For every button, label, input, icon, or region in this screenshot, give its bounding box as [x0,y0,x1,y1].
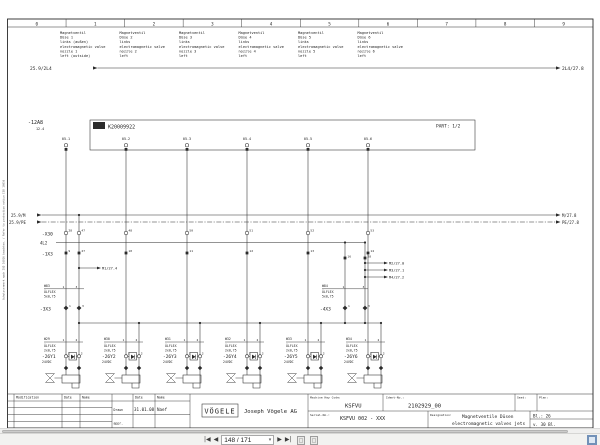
cable-pin: 2 [317,337,320,342]
controller-pins [62,137,372,151]
cable-pin: 1 [243,337,246,342]
cable-spec: ÖLFLEX [44,290,56,294]
plan-label: Plan: [539,395,549,400]
pin-label: 05-6 [363,137,373,141]
block-text: Magnetventil [119,31,146,35]
pin-superscript: 2 [382,351,385,356]
controller-sheet-ref: 12.4 [36,127,45,131]
connector-pin: 3 [368,303,370,308]
block-text: links [357,40,369,45]
designation-en: electromagnetic valves jets [452,422,526,427]
titleblock-header: Modification [16,395,40,400]
block-text: Düse 3 [179,35,192,40]
supply-wires [66,151,368,375]
cable-pin: 1 [304,337,307,342]
valve-ref: -26Y5 [284,355,298,361]
controller-part-number: K20009922 [108,124,136,131]
connector-3x3 [40,304,84,313]
cable-name: W30 [104,337,110,341]
terminal-pin: 9 [68,249,71,253]
ruler-number: 0 [35,21,39,27]
pin-superscript: 2 [80,351,83,356]
bus-4l2 [40,241,366,246]
connector-pin: 1 [348,303,350,308]
pin-superscript: 1 [67,351,70,356]
machine-key-label: Machine Key Code: [310,395,341,400]
valve-ref: -26Y3 [163,355,177,361]
sheet-number: Bl.: 26 [533,413,551,419]
valve-unit-26y5 [284,337,325,388]
cable-pin: 2 [135,337,138,342]
cable-core: 5x0,75 [322,294,334,299]
bus-m [11,213,577,218]
block-text: Düse 2 [119,35,133,40]
pin-superscript: 2 [201,351,204,356]
pin-superscript: 2 [322,351,325,356]
cable-pin: 3 [362,284,365,289]
block-text: Düse 4 [238,35,252,40]
drawn-name: Naef [157,407,168,412]
designation-label: Designation: [430,413,452,417]
machine-key-value: KSFVU [345,403,362,410]
connector-pin: 1 [69,303,71,308]
cable-name: W34 [346,337,352,341]
cable-pin: 1 [122,337,125,342]
cable-core: 2x0,75 [346,348,358,353]
terminal-pin: 27 [81,249,86,253]
voegele-logo: VÖGELE [204,407,236,416]
valve-voltage: 24VDC [284,360,294,364]
cable-spec: ÖLFLEX [225,343,237,348]
block-text: links [179,40,190,45]
reference-label: M2/27.0 [389,261,405,266]
valve-voltage: 24VDC [42,360,52,364]
cable-pin: 1 [342,284,345,289]
page-navigation [204,434,318,445]
single-page-view-icon[interactable] [297,436,305,445]
titleblock-header: Name [82,395,90,400]
drawn-date: 31.01.08 [134,407,155,412]
pin-label: 05-3 [182,137,192,141]
terminal-pin: 28 [367,254,372,259]
sheet-total: v. 30 Bl. [533,422,556,427]
cable-name: W31 [165,337,171,341]
page-number-input[interactable] [221,435,274,445]
pin-label: 05-5 [303,137,313,141]
bus-ref-right: 2L4/27.8 [562,67,584,72]
pane-toggle-icon[interactable] [587,435,597,445]
return-collector-line [78,322,382,324]
bus-ref-left: 25.9/PE [9,220,26,226]
pin-superscript: 1 [369,351,372,356]
terminal-pin: 16 [347,254,352,259]
block-text: links [119,40,131,45]
reference-label: M1/27.4 [102,266,118,271]
block-text: Magnetventil [60,31,86,35]
block-text: left [298,54,307,58]
terminal-pin: 14 [370,249,375,253]
valve-unit-26y6 [344,337,385,388]
cable-pin: 1 [62,284,65,289]
pin-label: 05-2 [121,137,131,141]
ruler-number: 9 [562,21,565,27]
titleblock-header: Name [157,395,165,400]
valve-unit-26y4 [223,337,264,388]
bus-2l4 [30,66,584,72]
cable-core: 2x0,75 [225,348,237,353]
controller-box [28,120,475,151]
block-text: left [238,54,248,58]
valve-unit-26y3 [163,337,204,388]
pin-label: 05-4 [242,137,252,141]
terminal-strip-1x3 [42,249,374,258]
cable-spec: ÖLFLEX [44,343,56,348]
pin-superscript: 1 [248,351,251,356]
last-page-button[interactable]: ▶| [284,436,292,443]
cable-core: 2x0,75 [286,348,298,353]
viewer-toolbar [0,433,600,445]
block-text: Düse 1 [60,35,73,40]
valve-description-blocks [60,31,403,58]
controller-ref: -12A8 [28,120,44,126]
block-text: electromagnetic valve [298,44,344,49]
block-text: Magnetventil [357,31,384,35]
connector-label: -3X3 [40,307,51,313]
ruler-number: 1 [94,21,97,27]
pin-superscript: 2 [261,351,264,356]
bus-label: 4L2 [40,240,48,246]
next-page-button[interactable]: ▶ [277,436,282,443]
page-indicator: 148 / 171 [224,436,252,444]
margin-protection-note: Schutzvermerk nach ISO 16016 beachten. / Refer to protection notice ISO 16016 [2,179,6,300]
connector-label: -4X3 [320,307,331,313]
trunk-cable-w83 [44,284,84,298]
pin-superscript: 2 [140,351,143,356]
cable-core: 2x0,75 [165,348,177,353]
ruler-number: 6 [386,21,390,27]
block-text: left [119,54,129,58]
cable-name: W83 [44,284,50,288]
valve-voltage: 24VDC [163,360,173,364]
cable-name: W32 [225,337,231,341]
terminal-pin: 53 [370,228,375,233]
cable-spec: ÖLFLEX [322,290,334,294]
valve-unit-26y1 [42,337,83,388]
previous-page-button[interactable]: ◀ [213,436,219,443]
valve-ref: -26Y1 [42,355,56,361]
reference-label: M4/27.2 [389,275,405,280]
valve-voltage: 24VDC [223,360,233,364]
cable-pin: 2 [256,337,259,342]
terminal-strip-x30 [42,229,374,238]
cable-core: 2x0,75 [104,348,116,353]
connector-pin: 3 [82,303,84,308]
cable-spec: ÖLFLEX [165,343,177,348]
terminal-pin: 13 [310,249,315,253]
block-text: links (außen) [60,40,89,45]
block-text: electromagnetic valve [238,44,284,49]
block-text: electromagnetic valve [119,44,165,49]
cable-name: W29 [44,337,50,341]
block-text: links [298,40,309,45]
terminal-pin: 12 [249,249,254,253]
pin-label: 05-1 [61,137,71,141]
terminal-pin: 28 [68,228,73,233]
block-text: electromagnetic valve [179,44,225,49]
terminal-pin: 47 [81,228,86,233]
pin-superscript: 1 [127,351,130,356]
cable-pin: 2 [196,337,199,342]
m1-reference [78,267,117,271]
block-text: nozzle 1 [60,49,78,54]
block-text: nozzle 3 [179,49,197,54]
block-text: left (outside) [60,54,91,58]
company-name: Joseph Vögele AG [244,409,297,415]
drawing-frame [2,19,594,428]
bus-ref-left: 25.9/2L4 [30,67,52,72]
valve-voltage: 24VDC [102,360,112,364]
valve-ref: -26Y2 [102,355,116,361]
block-text: links [238,40,250,45]
bus-ref-left: 25.9/M [11,213,26,219]
ruler-number: 4 [269,21,273,27]
drawn-label: Drawn [113,407,124,412]
ident-value: 2102929_00 [408,403,442,410]
valve-ref: -26Y6 [344,355,358,361]
cable-spec: ÖLFLEX [286,343,298,348]
cable-pin: 2 [377,337,380,342]
manufacturer-logo [93,122,105,129]
ruler-number: 8 [503,21,507,27]
cable-name: W84 [322,284,328,288]
cable-name: W33 [286,337,292,341]
valve-ref: -26Y4 [223,355,237,361]
title-block [8,394,594,428]
terminal-pin: 48 [128,228,133,233]
block-text: left [357,54,367,58]
terminal-pin: 51 [249,228,254,233]
first-page-button[interactable]: |◀ [204,436,211,443]
serial-label: Serial-No.: [310,413,330,417]
ruler-number: 7 [445,21,448,27]
ruler-number: 5 [328,21,331,27]
m-distribution [344,243,405,324]
block-text: nozzle 6 [357,49,375,54]
cable-spec: ÖLFLEX [104,343,116,348]
ident-label: Ident-No.: [386,395,405,400]
block-text: Magnetventil [238,31,265,35]
reference-label: M3/27.1 [389,268,405,273]
pin-superscript: 1 [188,351,191,356]
block-text: nozzle 5 [298,49,316,54]
page-dropdown-caret-icon[interactable]: ▾ [268,437,272,443]
block-text: Düse 5 [298,35,311,40]
block-text: nozzle 4 [238,49,256,54]
bus-pe [9,220,579,225]
block-text: Magnetventil [179,31,205,35]
bus-ref-right: PE/27.8 [562,220,579,226]
cable-pin: 1 [62,337,65,342]
block-text: Magnetventil [298,31,324,35]
cable-core: 2x0,75 [44,348,56,353]
pin-superscript: 1 [309,351,312,356]
terminal-pin: 52 [310,228,315,233]
cable-pin: 2 [75,337,78,342]
seat-label: Seat: [517,395,527,400]
block-text: electromagnetic valve [60,44,106,49]
titleblock-header: Date [64,395,72,400]
designation-de: Magnetventile Düsen [462,415,514,420]
cable-pin: 3 [75,284,78,289]
ruler-number: 3 [211,21,214,27]
ruler-number: 2 [152,21,156,27]
cable-core: 5x0,75 [44,294,56,299]
terminal-label: -1X3 [42,252,53,258]
valve-voltage: 24VDC [344,360,354,364]
approved-label: appr. [113,421,124,426]
terminal-pin: 10 [128,249,133,253]
block-text: Düse 6 [357,35,371,40]
terminal-pin: 11 [189,249,194,253]
block-text: nozzle 2 [119,49,137,54]
cable-spec: ÖLFLEX [346,343,358,348]
bus-ref-right: M/27.8 [562,213,577,219]
terminal-label: -X30 [42,232,53,238]
block-text: left [179,54,188,58]
serial-value: KSFVU 002 - XXX [340,416,386,422]
block-text: electromagnetic valve [357,44,403,49]
terminal-pin: 50 [189,228,194,233]
valve-unit-26y2 [102,337,143,388]
cable-pin: 1 [364,337,367,342]
titleblock-header: Date [135,395,143,400]
controller-part-label: PART: 1/2 [436,124,461,130]
cable-pin: 1 [183,337,186,342]
facing-page-view-icon[interactable] [310,436,318,445]
